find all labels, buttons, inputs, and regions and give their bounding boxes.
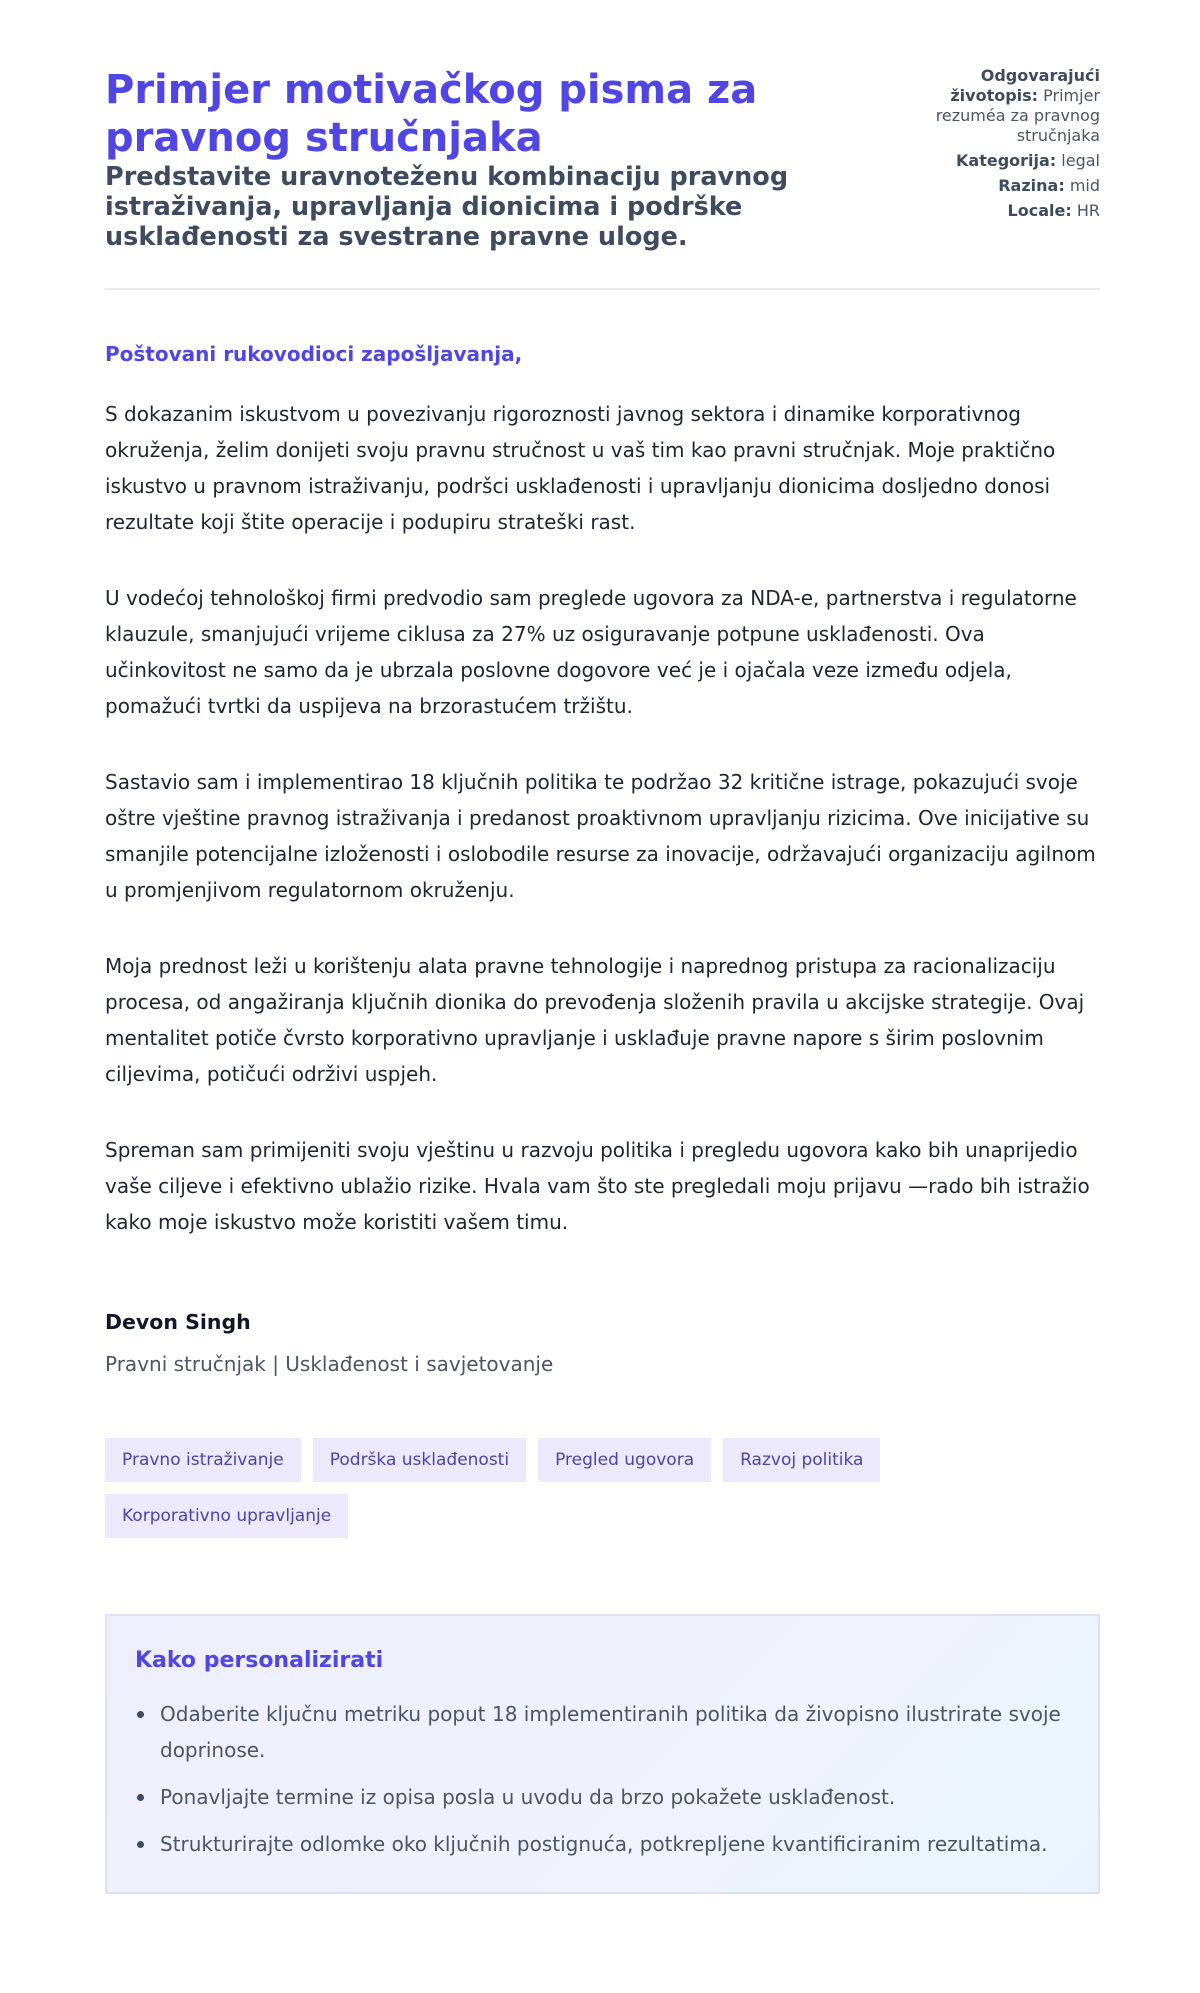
skill-tag: Korporativno upravljanje bbox=[105, 1494, 348, 1538]
meta-level bbox=[910, 176, 1100, 196]
letter-body bbox=[105, 340, 1100, 1240]
meta-matching-resume bbox=[910, 66, 1100, 146]
page-title: Primjer motivačkog pisma za pravnog stručnjaka bbox=[105, 67, 758, 161]
page-header bbox=[105, 66, 1100, 290]
tip-item bbox=[135, 1779, 1070, 1815]
signature-block bbox=[105, 1308, 1100, 1378]
skill-tag: Podrška usklađenosti bbox=[313, 1438, 526, 1482]
meta-value: legal bbox=[1061, 151, 1100, 170]
letter-paragraph: S dokazanim iskustvom u povezivanju rigoroznosti javnog sektora i dinamike korporativnog okruženja, želim donijeti svoju pravnu stručnost u vaš tim kao pravni stručnjak. Moje praktično iskustvo u pravnom istraživanju, podršci usklađenosti i upravljanju dionicima dosljedno donosi rezultate koji štite operacije i podupiru strateški rast. bbox=[105, 402, 1056, 534]
meta-value: Primjer rezuméa za pravnog stručnjaka bbox=[935, 86, 1100, 145]
skill-tag: Razvoj politika bbox=[723, 1438, 880, 1482]
tip-text: Odaberite ključnu metriku poput 18 implementiranih politika da živopisno ilustrirate svoje doprinose. bbox=[160, 1702, 1061, 1762]
signature-role: Pravni stručnjak | Usklađenost i savjetovanje bbox=[105, 1352, 554, 1376]
page-subtitle: Predstavite uravnoteženu kombinaciju pravnog istraživanja, upravljanja dionicima i podrške usklađenosti za svestrane pravne uloge. bbox=[105, 162, 789, 252]
tip-text: Strukturirajte odlomke oko ključnih postignuća, potkrepljene kvantificiranim rezultatima. bbox=[160, 1832, 1048, 1856]
meta-key: Odgovarajući životopis: bbox=[950, 66, 1100, 105]
bullet-icon bbox=[137, 1841, 144, 1848]
meta-key: Locale: bbox=[1007, 201, 1072, 220]
meta-category bbox=[910, 151, 1100, 171]
bullet-icon bbox=[137, 1794, 144, 1801]
meta-key: Kategorija: bbox=[956, 151, 1057, 170]
tip-text: Ponavljajte termine iz opisa posla u uvodu da brzo pokažete usklađenost. bbox=[160, 1785, 896, 1809]
tip-item bbox=[135, 1696, 1070, 1768]
skill-tags bbox=[105, 1438, 925, 1538]
skill-tag: Pregled ugovora bbox=[538, 1438, 711, 1482]
meta-value: HR bbox=[1076, 201, 1100, 220]
meta-panel bbox=[910, 66, 1100, 226]
letter-paragraph: Sastavio sam i implementirao 18 ključnih politika te podržao 32 kritične istrage, pokazujući svoje oštre vještine pravnog istraživanja i predanost proaktivnom upravljanju rizicima. Ove inicijative su smanjile potencijalne izloženosti i oslobodile resurse za inovacije, održavajući organizaciju agilnom u promjenjivom regulatornom okruženju. bbox=[105, 770, 1096, 902]
meta-value: mid bbox=[1069, 176, 1100, 195]
tip-item bbox=[135, 1826, 1070, 1862]
tips-title: Kako personalizirati bbox=[135, 1648, 384, 1673]
letter-paragraph: Moja prednost leži u korištenju alata pravne tehnologije i naprednog pristupa za racionalizaciju procesa, od angažiranja ključnih dionika do prevođenja složenih pravila u akcijske strategije. Ovaj mentalitet potiče čvrsto korporativno upravljanje i usklađuje pravne napore s širim poslovnim ciljevima, potičući održivi uspjeh. bbox=[105, 954, 1085, 1086]
signature-name: Devon Singh bbox=[105, 1310, 251, 1334]
header-main bbox=[105, 66, 805, 252]
bullet-icon bbox=[137, 1711, 144, 1718]
letter-paragraph: Spreman sam primijeniti svoju vještinu u razvoju politika i pregledu ugovora kako bih unaprijedio vaše ciljeve i efektivno ublažio rizike. Hvala vam što ste pregledali moju prijavu —rado bih istražio kako moje iskustvo može koristiti vašem timu. bbox=[105, 1138, 1090, 1234]
meta-key: Razina: bbox=[998, 176, 1065, 195]
letter-paragraph: U vodećoj tehnološkoj firmi predvodio sam preglede ugovora za NDA-e, partnerstva i regulatorne klauzule, smanjujući vrijeme ciklusa za 27% uz osiguravanje potpune usklađenosti. Ova učinkovitost ne samo da je ubrzala poslovne dogovore već je i ojačala veze između odjela, pomažući tvrtki da uspijeva na brzorastućem tržištu. bbox=[105, 586, 1077, 718]
personalization-tips bbox=[105, 1614, 1100, 1894]
tips-list bbox=[135, 1696, 1070, 1862]
meta-locale bbox=[910, 201, 1100, 221]
salutation: Poštovani rukovodioci zapošljavanja, bbox=[105, 342, 523, 366]
skill-tag: Pravno istraživanje bbox=[105, 1438, 301, 1482]
